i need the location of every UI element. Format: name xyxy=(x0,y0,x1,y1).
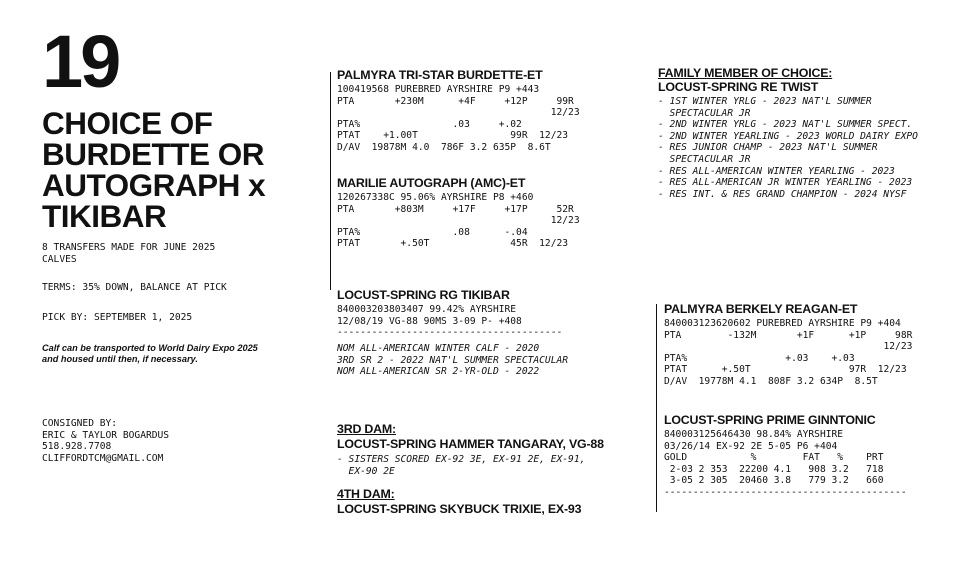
dam-sire2-details: 840003123620602 PUREBRED AYRSHIRE P9 +404 PTA -132M +1F +1P 98R 12/23 PTA% +.03 +.03 PTAT +.50T 97R 12/23 D/AV 19778M 4.1 808F 3.2 634P 8.5T xyxy=(664,318,913,387)
fourth-dam-heading: 4TH DAM: xyxy=(337,487,395,501)
title-line-1: CHOICE OF xyxy=(42,105,213,141)
lot-number: 19 xyxy=(42,20,119,103)
dam-sire-name: LOCUST-SPRING RG TIKIBAR xyxy=(337,288,510,302)
family-member-name: LOCUST-SPRING RE TWIST xyxy=(658,80,819,94)
sire2-name: MARILIE AUTOGRAPH (AMC)-ET xyxy=(337,176,526,190)
third-dam-name: LOCUST-SPRING HAMMER TANGARAY, VG-88 xyxy=(337,437,604,451)
title-line-3: AUTOGRAPH x xyxy=(42,167,266,203)
dam-sire-awards: NOM ALL-AMERICAN WINTER CALF - 2020 3RD SR 2 - 2022 NAT'L SUMMER SPECTACULAR NOM ALL-AMERICAN SR 2-YR-OLD - 2022 xyxy=(337,343,569,378)
terms-text: TERMS: 35% DOWN, BALANCE AT PICK xyxy=(42,282,227,293)
family-member-heading: FAMILY MEMBER OF CHOICE: xyxy=(658,66,833,80)
third-dam-details: - SISTERS SCORED EX-92 3E, EX-91 2E, EX-91, EX-90 2E xyxy=(337,454,586,477)
third-dam-heading: 3RD DAM: xyxy=(337,422,396,436)
title-line-2: BURDETTE OR xyxy=(42,136,264,172)
title-line-4: TIKIBAR xyxy=(42,198,167,234)
dam-name: LOCUST-SPRING PRIME GINNTONIC xyxy=(664,413,876,427)
dam-sire2-name: PALMYRA BERKELY REAGAN-ET xyxy=(664,302,858,316)
divider-line-sires xyxy=(330,72,331,290)
sire1-name: PALMYRA TRI-STAR BURDETTE-ET xyxy=(337,68,543,82)
pick-by-text: PICK BY: SEPTEMBER 1, 2025 xyxy=(42,312,193,323)
dam-details: 840003125646430 98.84% AYRSHIRE 03/26/14 EX-92 2E 5-05 P6 +404 GOLD % FAT % PRT 2-03 2 353 22200 4.1 908 3.2 718 3-05 2 305 20460 3.8 779 3.2 660 ------------------------------------------ xyxy=(664,429,907,498)
transfers-text: 8 TRANSFERS MADE FOR JUNE 2025 CALVES xyxy=(42,242,216,265)
consigned-by: CONSIGNED BY: ERIC & TAYLOR BOGARDUS 518.928.7708 CLIFFORDTCM@GMAIL.COM xyxy=(42,418,170,464)
fourth-dam-name: LOCUST-SPRING SKYBUCK TRIXIE, EX-93 xyxy=(337,502,582,516)
family-member-awards: - 1ST WINTER YRLG - 2023 NAT'L SUMMER SPECTACULAR JR - 2ND WINTER YRLG - 2023 NAT'L SUMMER SPECT. - 2ND WINTER YEARLING - 2023 WORLD DAIRY EXPO - RES JUNIOR CHAMP - 2023 NAT'L SUMMER SPECTACULAR JR - RES ALL-AMERICAN WINTER YEARLING - 2023 - RES ALL-AMERICAN JR WINTER YEARLING - 2023 - RES INT. & RES GRAND CHAMPION - 2024 NYSF xyxy=(658,96,918,200)
divider-line-dam xyxy=(656,304,657,512)
sire1-details: 100419568 PUREBRED AYRSHIRE P9 +443 PTA +230M +4F +12P 99R 12/23 PTA% .03 +.02 PTAT +1.00T 99R 12/23 D/AV 19878M 4.0 786F 3.2 635P 8.6T xyxy=(337,84,580,153)
dam-sire-details: 840003203803407 99.42% AYRSHIRE 12/08/19 VG-88 90MS 3-09 P- +408 --------------------------------------- xyxy=(337,304,563,339)
lot-title xyxy=(42,105,266,234)
sire2-details: 120267338C 95.06% AYRSHIRE P8 +460 PTA +803M +17F +17P 52R 12/23 PTA% .08 -.04 PTAT +.50T 45R 12/23 xyxy=(337,192,580,250)
transport-note: Calf can be transported to World Dairy Expo 2025 and housed until then, if necessary. xyxy=(42,343,258,364)
